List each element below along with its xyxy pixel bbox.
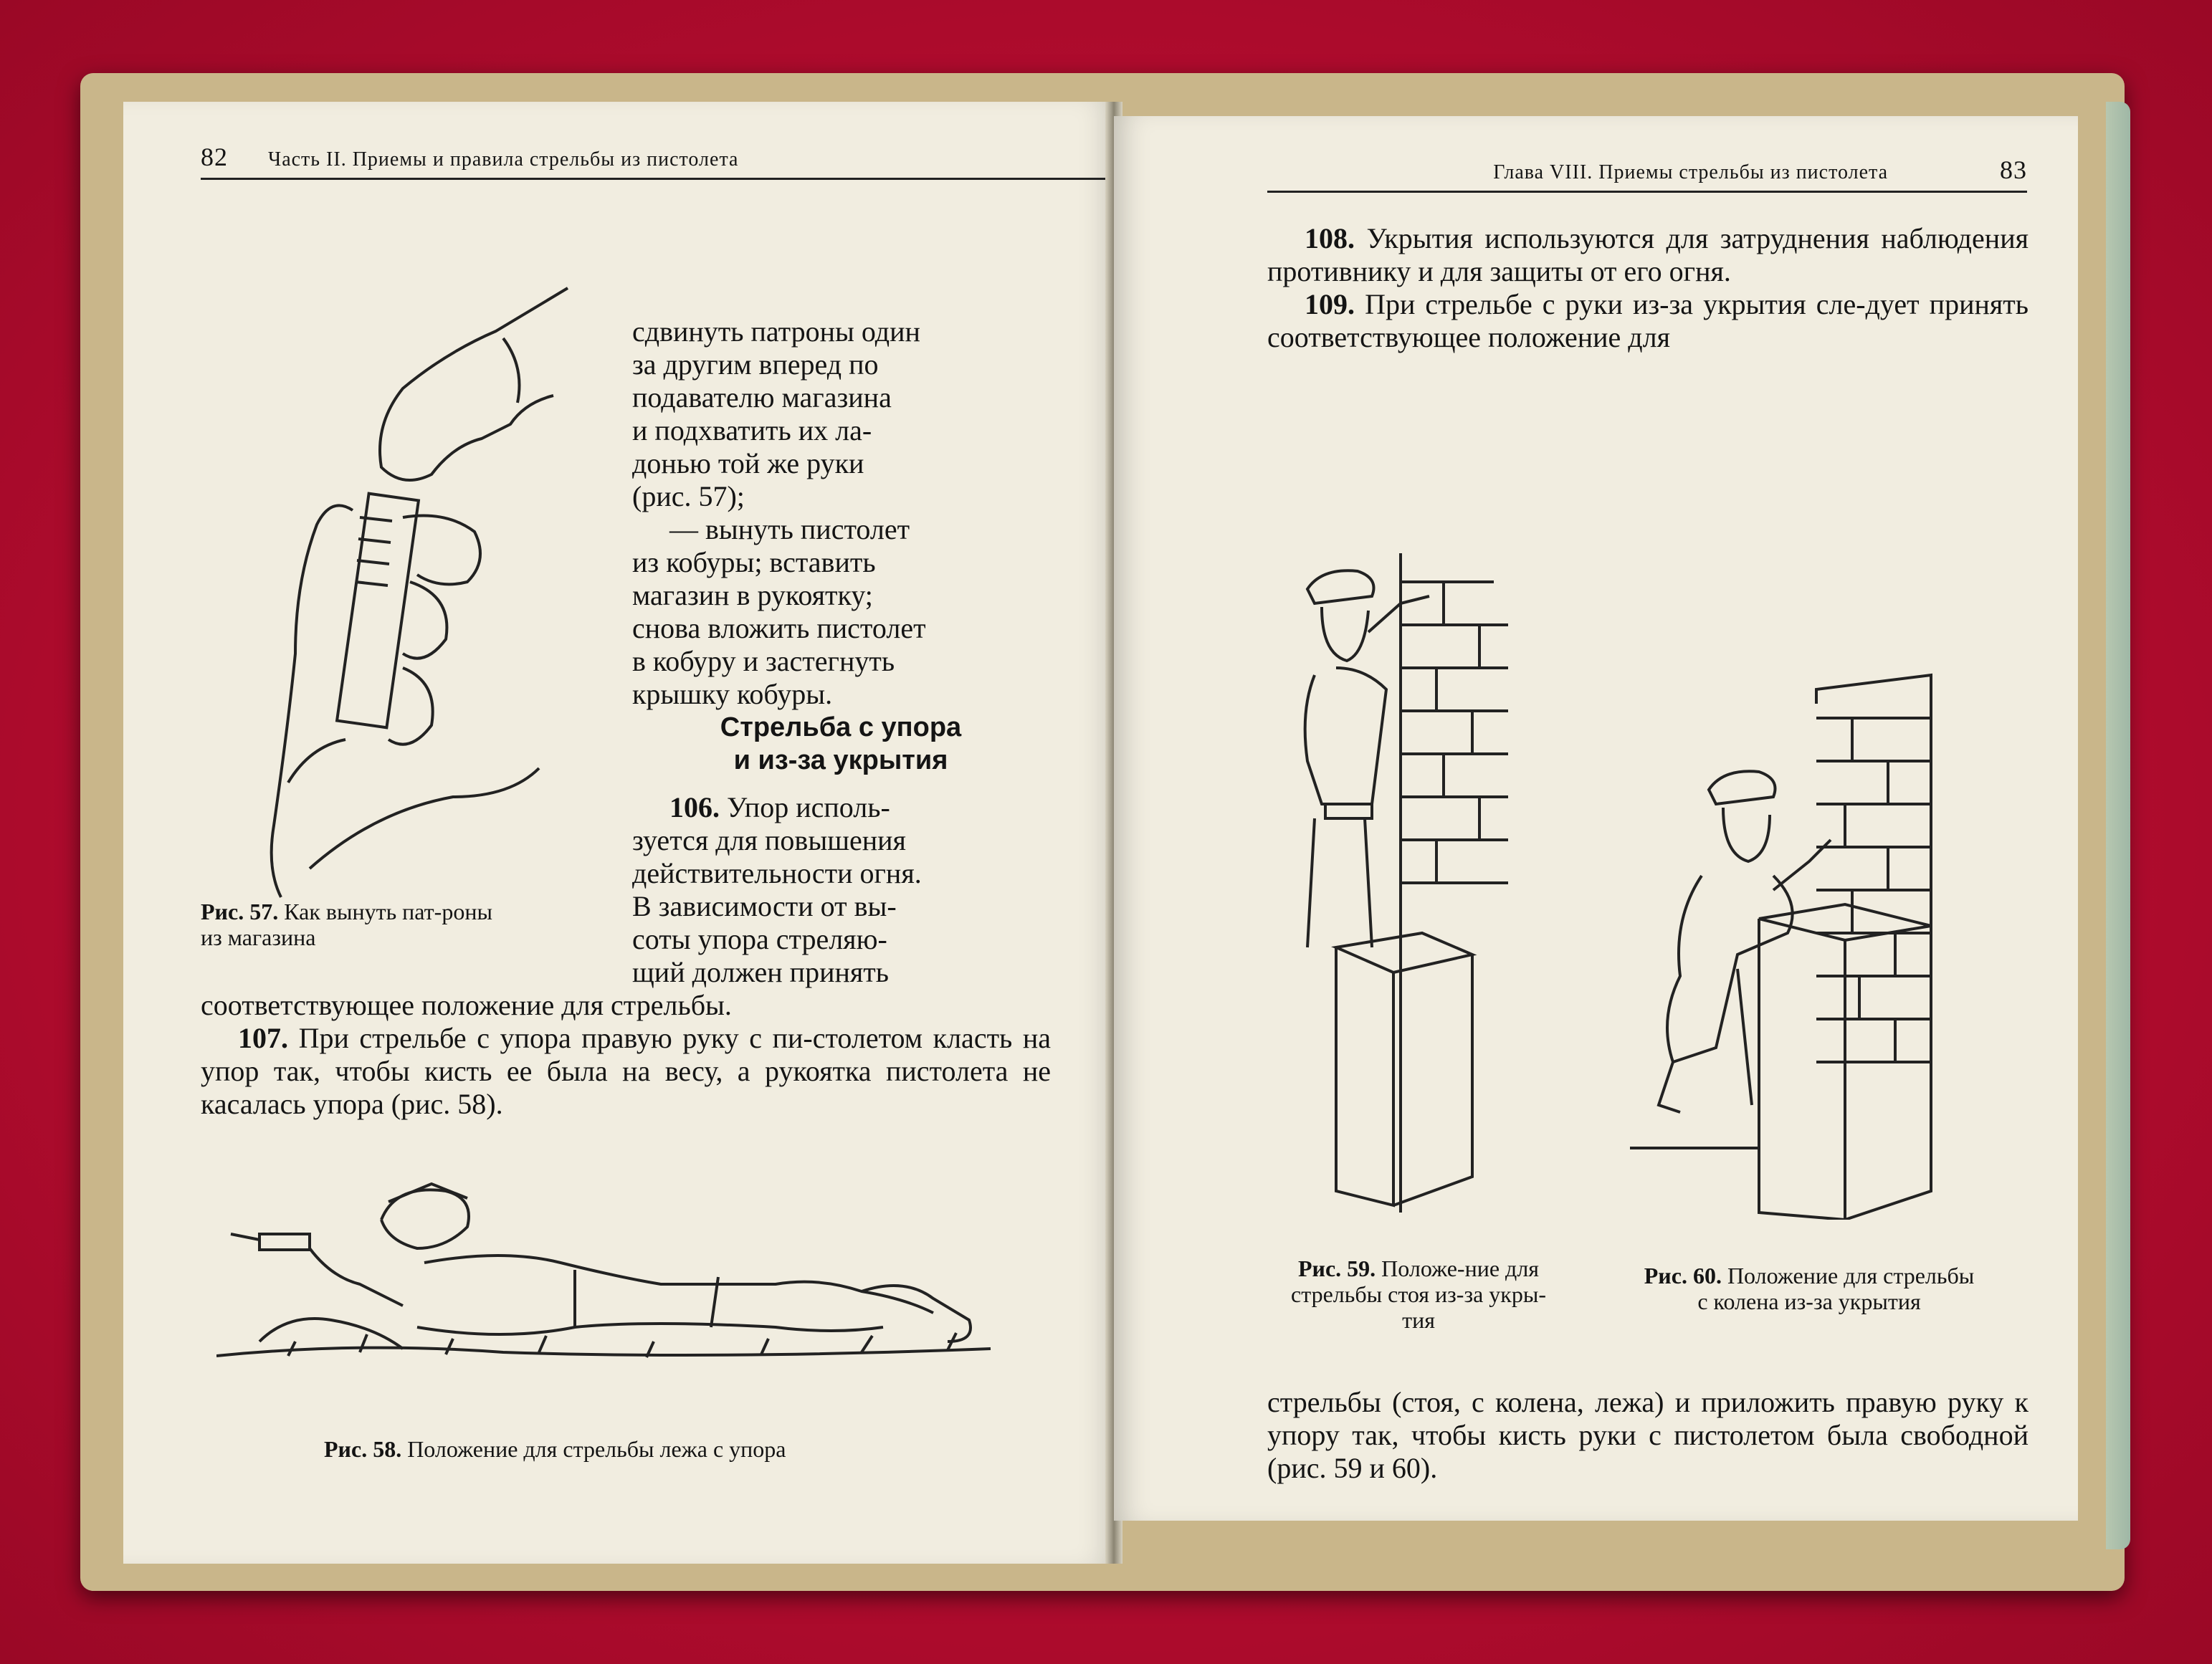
figure-58-label: Рис. 58. [324, 1436, 402, 1462]
figure-59-label: Рис. 59. [1297, 1256, 1376, 1281]
col-line: из кобуры; вставить [632, 546, 876, 578]
left-page [123, 102, 1114, 1564]
col-line: сдвинуть патроны один [632, 315, 920, 348]
col-line: донью той же руки [632, 447, 864, 479]
figure-60-caption-text: Положение для стрельбы с колена из-за укрытия [1697, 1263, 1975, 1314]
figure-58-caption [324, 1436, 1026, 1462]
col-line: крышку кобуры. [632, 678, 833, 710]
section-heading-line: и из-за укрытия [733, 745, 948, 775]
paragraph-107-text: При стрельбе с упора правую руку с пи-столетом класть на упор так, чтобы кисть ее была на весу, а рукоятка пистолета не касалась упора (рис. 58). [201, 1022, 1052, 1120]
paragraph-106-end: соответствующее положение для стрельбы. [201, 989, 732, 1021]
paragraph-108-number: 108. [1305, 222, 1355, 254]
open-book [80, 73, 2125, 1591]
p106-line: Упор исполь- [727, 791, 890, 823]
section-heading [632, 711, 1049, 777]
paragraph-109-text: При стрельбе с руки из-за укрытия сле-дует принять соответствующее положение для [1267, 288, 2029, 353]
figure-58-prone-shooter [216, 1170, 1005, 1385]
p106-line: зуется для повышения [632, 824, 906, 856]
col-line: магазин в рукоятку; [632, 579, 873, 611]
figure-59-caption-text: Положе-ние для стрельбы стоя из-за укры-тия [1291, 1256, 1546, 1333]
p106-line: соты упора стреляю- [632, 923, 887, 955]
book-cover-edge [2106, 102, 2130, 1549]
p106-line: действительности огня. [632, 857, 922, 889]
figure-60-caption [1637, 1263, 1981, 1314]
right-page [1114, 116, 2078, 1521]
left-column-text [632, 315, 1049, 711]
col-line: за другим вперед по [632, 348, 879, 381]
section-heading-line: Стрельба с упора [720, 712, 962, 742]
figure-59-standing-behind-wall [1293, 546, 1565, 1213]
col-line: подавателю магазина [632, 381, 892, 413]
figure-57-hand-magazine [267, 281, 639, 904]
col-line: и подхватить их ла- [632, 414, 872, 446]
figure-57-caption [201, 899, 509, 950]
col-line: (рис. 57); [632, 480, 745, 512]
right-running-title: Глава VIII. Приемы стрельбы из пистолета [1493, 161, 1888, 183]
col-line: в кобуру и застегнуть [632, 645, 895, 677]
left-page-number: 82 [201, 143, 228, 171]
left-running-title: Часть II. Приемы и правила стрельбы из пистолета [268, 148, 739, 171]
col-line: снова вложить пистолет [632, 612, 926, 644]
right-page-number: 83 [2000, 156, 2027, 184]
paragraph-106-number: 106. [669, 791, 720, 823]
figure-57-label: Рис. 57. [201, 899, 279, 924]
paragraph-109-number: 109. [1305, 288, 1355, 320]
p106-line: В зависимости от вы- [632, 890, 897, 922]
col-line: — вынуть пистолет [669, 513, 910, 545]
figure-58-caption-text: Положение для стрельбы лежа с упора [407, 1436, 786, 1462]
continuation-text: стрельбы (стоя, с колена, лежа) и приложить правую руку к упору так, чтобы кисть руки с пистолетом была свободной (рис. 59 и 60). [1267, 1386, 2029, 1484]
paragraph-109-continuation [1267, 1386, 2029, 1485]
figure-59-caption [1286, 1256, 1551, 1333]
paragraph-108-text: Укрытия используются для затруднения наблюдения противнику и для защиты от его огня. [1267, 222, 2029, 287]
paragraph-106-107 [201, 989, 1051, 1121]
left-running-head [201, 142, 1114, 180]
paragraph-107-number: 107. [238, 1022, 288, 1054]
figure-60-kneeling-behind-block [1630, 646, 2003, 1220]
paragraph-106-column [632, 791, 1049, 989]
figure-60-label: Рис. 60. [1644, 1263, 1722, 1288]
right-running-head [1267, 155, 2027, 193]
paragraphs-108-109 [1267, 222, 2029, 354]
figure-57-caption-text: Как вынуть пат-роны из магазина [201, 899, 492, 950]
p106-line: щий должен принять [632, 956, 890, 988]
